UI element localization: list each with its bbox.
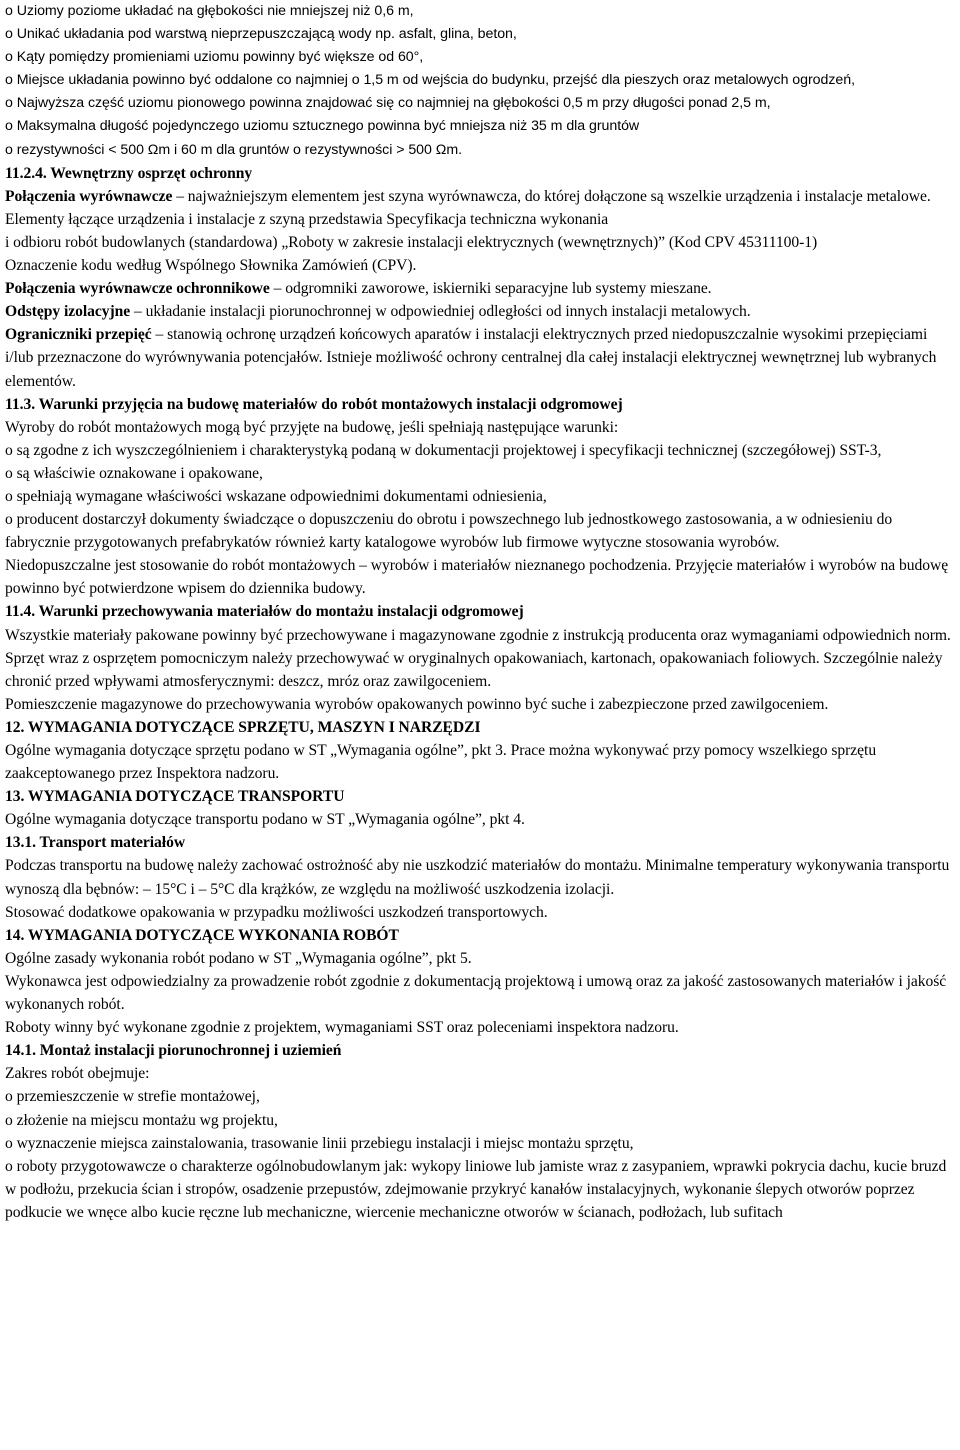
term: Połączenia wyrównawcze bbox=[5, 187, 173, 205]
paragraph: Wszystkie materiały pakowane powinny być przechowywane i magazynowane zgodnie z instrukcją producenta oraz wymaganiami odpowiednich norm. bbox=[5, 626, 951, 644]
paragraph: Niedopuszczalne jest stosowanie do robót montażowych – wyrobów i materiałów nieznanego pochodzenia. Przyjęcie materiałów i wyrobów na budowę powinno być potwierdzone wpisem do dziennika budowy. bbox=[5, 557, 949, 598]
paragraph: Roboty winny być wykonane zgodnie z projektem, wymaganiami SST oraz poleceniami inspektora nadzoru. bbox=[5, 1019, 679, 1037]
earthing-rules-list bbox=[5, 0, 958, 162]
list-item: o Maksymalna długość pojedynczego uziomu sztucznego powinna być mniejsza niż 35 m dla gruntów bbox=[5, 118, 640, 135]
paragraph: Ogólne zasady wykonania robót podano w ST „Wymagania ogólne”, pkt 5. bbox=[5, 949, 472, 967]
paragraph: Oznaczenie kodu według Wspólnego Słownika Zamówień (CPV). bbox=[5, 257, 417, 275]
document-page bbox=[5, 0, 958, 1224]
term: Połączenia wyrównawcze ochronnikowe bbox=[5, 280, 270, 298]
section-heading-14-1: 14.1. Montaż instalacji piorunochronnej i uziemień bbox=[5, 1042, 342, 1060]
paragraph: Połączenia wyrównawcze ochronnikowe – odgromniki zaworowe, iskierniki separacyjne lub systemy mieszane. bbox=[5, 280, 712, 298]
paragraph: Stosować dodatkowe opakowania w przypadku możliwości uszkodzeń transportowych. bbox=[5, 903, 548, 921]
section-heading-12: 12. WYMAGANIA DOTYCZĄCE SPRZĘTU, MASZYN I NARZĘDZI bbox=[5, 718, 481, 736]
list-item: o spełniają wymagane właściwości wskazane odpowiednimi dokumentami odniesienia, bbox=[5, 487, 547, 505]
list-item: o rezystywności < 500 Ωm i 60 m dla gruntów o rezystywności > 500 Ωm. bbox=[5, 141, 462, 158]
list-item: o są właściwie oznakowane i opakowane, bbox=[5, 464, 263, 482]
list-item: o Najwyższa część uziomu pionowego powinna znajdować się co najmniej na głębokości 0,5 m przy długości ponad 2,5 m, bbox=[5, 95, 771, 112]
paragraph: Wyroby do robót montażowych mogą być przyjęte na budowę, jeśli spełniają następujące warunki: bbox=[5, 418, 619, 436]
paragraph: Wykonawca jest odpowiedzialny za prowadzenie robót zgodnie z dokumentacją projektową i umową oraz za jakość zastosowanych materiałów i jakość wykonanych robót. bbox=[5, 972, 947, 1014]
section-heading-13: 13. WYMAGANIA DOTYCZĄCE TRANSPORTU bbox=[5, 788, 345, 806]
list-item: o Unikać układania pod warstwą nieprzepuszczającą wody np. asfalt, glina, beton, bbox=[5, 26, 517, 43]
section-heading-11-4: 11.4. Warunki przechowywania materiałów do montażu instalacji odgromowej bbox=[5, 603, 524, 621]
list-item: o są zgodne z ich wyszczególnieniem i charakterystyką podaną w dokumentacji projektowej i specyfikacji technicznej (szczegółowej) SST-3, bbox=[5, 441, 882, 459]
paragraph: i odbioru robót budowlanych (standardowa) „Roboty w zakresie instalacji elektrycznych (wewnętrznych)” (Kod CPV 45311100-1) bbox=[5, 233, 818, 251]
paragraph: Ogólne wymagania dotyczące transportu podano w ST „Wymagania ogólne”, pkt 4. bbox=[5, 811, 525, 829]
term: Odstępy izolacyjne bbox=[5, 303, 131, 321]
paragraph: Ograniczniki przepięć – stanowią ochronę urządzeń końcowych aparatów i instalacji elektrycznych przed niedopuszczalnie wysokimi przepięciami i/lub przeznaczone do wyrównywania potencjałów. Istnieje możliwość ochrony centralnej dla całej instalacji elektrycznej wewnętrznej lub wybranych elementów. bbox=[5, 326, 937, 390]
section-heading-14: 14. WYMAGANIA DOTYCZĄCE WYKONANIA ROBÓT bbox=[5, 926, 399, 944]
list-item: o producent dostarczył dokumenty świadczące o dopuszczeniu do obrotu i powszechnego lub jednostkowego zastosowania, a w odniesieniu do fabrycznie przygotowanych prefabrykatów również karty katalogowe wyrobów lub firmowe wytyczne stosowania wyrobów. bbox=[5, 511, 893, 552]
list-item: o przemieszczenie w strefie montażowej, bbox=[5, 1088, 260, 1106]
section-heading-11-3: 11.3. Warunki przyjęcia na budowę materiałów do robót montażowych instalacji odgromowej bbox=[5, 395, 623, 413]
term: Ograniczniki przepięć bbox=[5, 326, 152, 344]
section-heading-11-2-4: 11.2.4. Wewnętrzny osprzęt ochronny bbox=[5, 164, 253, 182]
paragraph: Zakres robót obejmuje: bbox=[5, 1065, 150, 1083]
list-item: o Uziomy poziome układać na głębokości nie mniejszej niż 0,6 m, bbox=[5, 3, 414, 19]
section-heading-13-1: 13.1. Transport materiałów bbox=[5, 834, 186, 852]
list-item: o Miejsce układania powinno być oddalone co najmniej o 1,5 m od wejścia do budynku, przejść dla pieszych oraz metalowych ogrodzeń, bbox=[5, 72, 855, 89]
list-item: o Kąty pomiędzy promieniami uziomu powinny być większe od 60°, bbox=[5, 49, 424, 66]
paragraph: Sprzęt wraz z osprzętem pomocniczym należy przechowywać w oryginalnych opakowaniach, kartonach, opakowaniach foliowych. Szczególnie należy chronić przed wpływami atmosferycznymi: deszcz, mróz oraz zawilgoceniem. bbox=[5, 649, 943, 690]
list-item: o wyznaczenie miejsca zainstalowania, trasowanie linii przebiegu instalacji i miejsc montażu sprzętu, bbox=[5, 1134, 634, 1152]
list-item: o złożenie na miejscu montażu wg projektu, bbox=[5, 1111, 278, 1129]
paragraph: Pomieszczenie magazynowe do przechowywania wyrobów opakowanych powinno być suche i zabezpieczone przed zawilgoceniem. bbox=[5, 695, 829, 713]
paragraph: Ogólne wymagania dotyczące sprzętu podano w ST „Wymagania ogólne”, pkt 3. Prace można wykonywać przy pomocy wszelkiego sprzętu zaakceptowanego przez Inspektora nadzoru. bbox=[5, 742, 877, 783]
paragraph: Połączenia wyrównawcze – najważniejszym elementem jest szyna wyrównawcza, do której dołączone są wszelkie urządzenia i instalacje metalowe. Elementy łączące urządzenia i instalacje z szyną przedstawia Specyfikacja techniczna wykonania bbox=[5, 187, 931, 228]
list-item: o roboty przygotowawcze o charakterze ogólnobudowlanym jak: wykopy liniowe lub jamiste wraz z zasypaniem, wprawki pokrycia dachu, kucie bruzd w podłożu, przekucia ścian i stropów, osadzenie przepustów, zdejmowanie przykryć kanałów instalacyjnych, wykonanie ślepych otworów poprzez podkucie we wnęce albo kucie ręczne lub mechaniczne, wiercenie mechaniczne otworów w ścianach, podłożach, lub sufitach bbox=[5, 1157, 947, 1221]
paragraph: Odstępy izolacyjne – układanie instalacji piorunochronnej w odpowiedniej odległości od innych instalacji metalowych. bbox=[5, 303, 751, 321]
paragraph: Podczas transportu na budowę należy zachować ostrożność aby nie uszkodzić materiałów do montażu. Minimalne temperatury wykonywania transportu wynoszą dla bębnów: – 15°C i – 5°C dla krążków, ze względu na możliwość uszkodzenia izolacji. bbox=[5, 857, 950, 898]
